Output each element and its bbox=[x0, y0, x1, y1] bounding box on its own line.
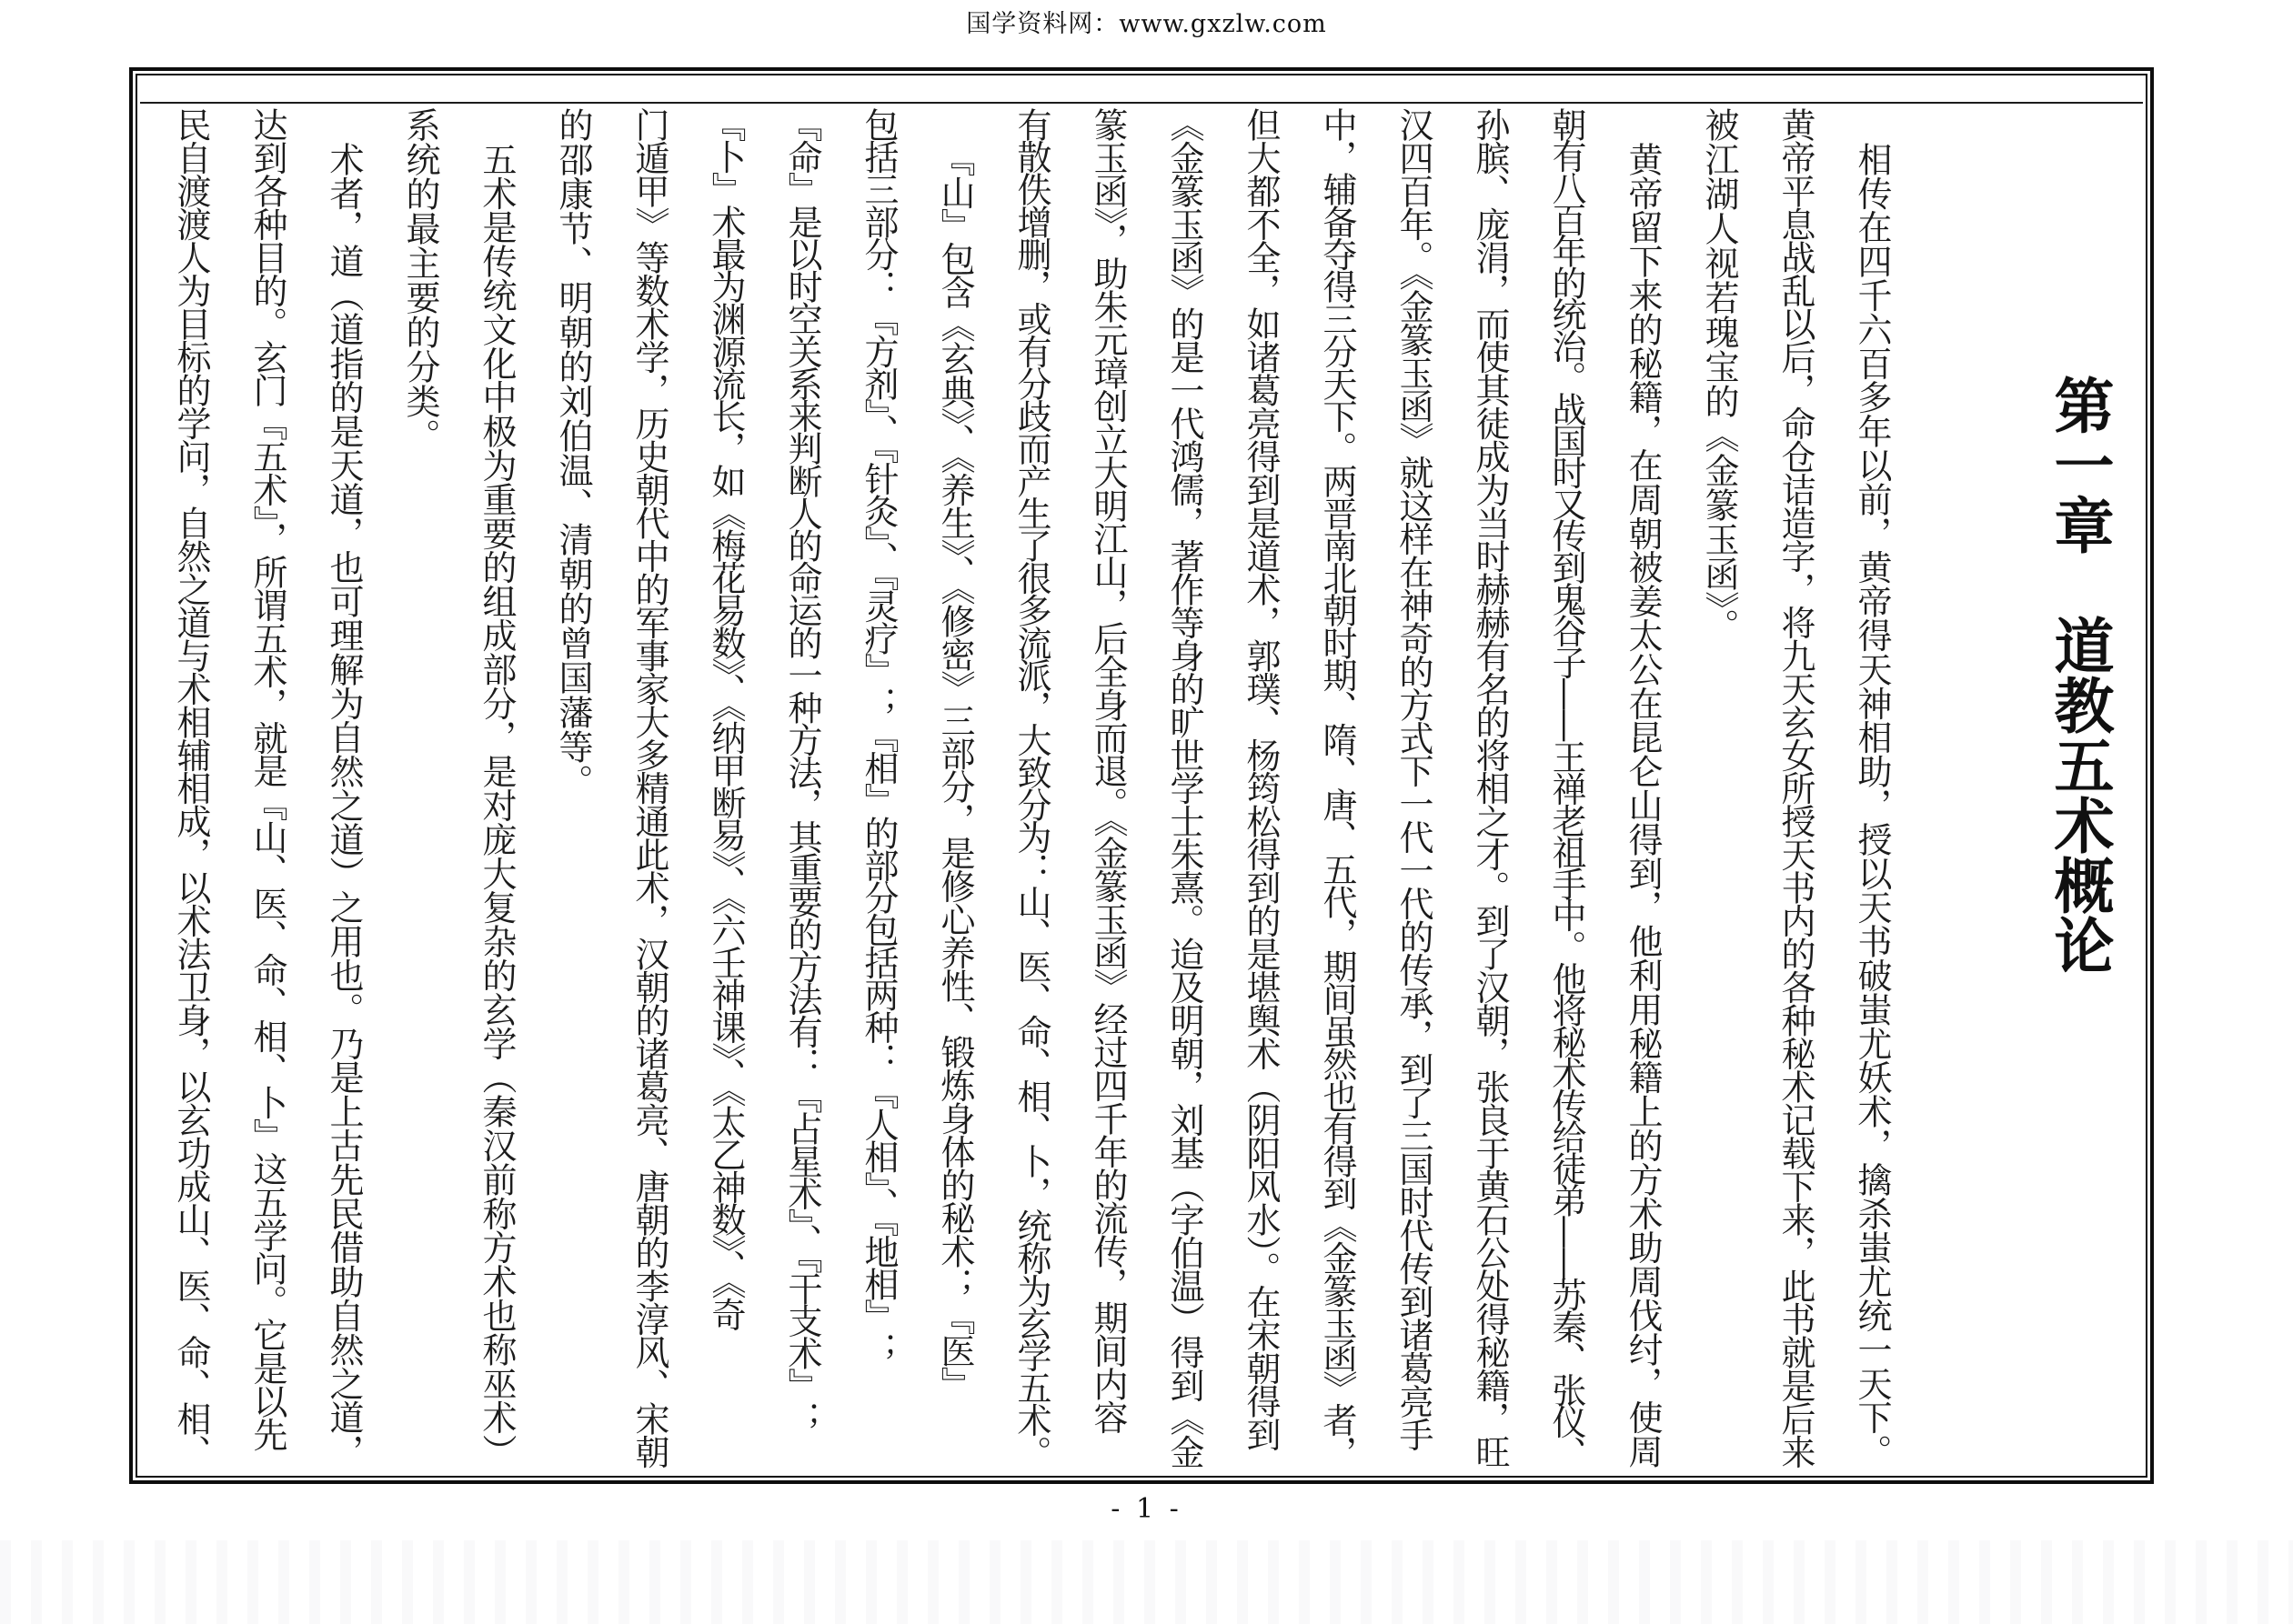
text-column: 『卜』术最为渊源流长，如《梅花易数》、《纳甲断易》、《六壬神课》、《太乙神数》、《奇 bbox=[706, 107, 746, 1330]
text-column: 包括三部分：『方剂』、『针灸』、『灵疗』；『相』的部分包括两种：『人相』、『地相』； bbox=[859, 107, 899, 1365]
text-column: 五术是传统文化中极为重要的组成部分，是对庞大复杂的玄学（秦汉前称方术也称巫术） bbox=[477, 142, 517, 1469]
text-column: 的邵康节、明朝的刘伯温、清朝的曾国藩等。 bbox=[553, 107, 593, 798]
scan-bleed-band bbox=[0, 1540, 2293, 1624]
text-column: 民自渡渡人为目标的学问，自然之道与术相辅相成，以术法卫身，以玄功成山、医、命、相、 bbox=[171, 107, 211, 1469]
chapter-title: 第一章 道教五术概论 bbox=[2044, 375, 2115, 975]
text-column: 达到各种目的。玄门『五术』，所谓五术，就是『山、医、命、相、卜』这五学问。它是以先 bbox=[247, 107, 287, 1451]
text-column: 朝有八百年的统治。战国时又传到鬼谷子——王禅老祖手中。他将秘术传给徒弟——苏秦、张仪、 bbox=[1546, 107, 1586, 1468]
site-watermark: 国学资料网：www.gxzlw.com bbox=[966, 10, 1327, 38]
text-column: 《金篆玉函》的是一代鸿儒，著作等身的旷世学士朱熹。迨及明朝，刘基（字伯温）得到《金 bbox=[1164, 107, 1204, 1469]
text-column: 『命』是以时空关系来判断人的命运的一种方法，其重要的方法有：『占星术』、『干支术』； bbox=[782, 107, 822, 1434]
text-column: 黄帝平息战乱以后，命仓诘造字，将九天玄女所授天书内的各种秘术记载下来，此书就是后来 bbox=[1775, 107, 1815, 1469]
text-column: 相传在四千六百多年以前，黄帝得天神相助，授以天书破蚩尤妖术，擒杀蚩尤统一天下。 bbox=[1852, 142, 1892, 1469]
text-column: 篆玉函》，助朱元璋创立大明江山，后全身而退。《金篆玉函》经过四千年的流传，期间内容 bbox=[1088, 107, 1128, 1434]
page-frame bbox=[129, 67, 2154, 1484]
text-column: 被江湖人视若瑰宝的《金篆玉函》。 bbox=[1699, 107, 1739, 643]
text-column: 术者，道（道指的是天道，也可理解为自然之道）之用也。乃是上古先民借助自然之道， bbox=[324, 142, 364, 1469]
text-column: 『山』包含《玄典》、《养生》、《修密》三部分，是修心养性、锻炼身体的秘术；『医』 bbox=[935, 142, 975, 1400]
text-column: 但大都不全，如诸葛亮得到是道术，郭璞、杨筠松得到的是堪舆术（阴阳风水）。在宋朝得到 bbox=[1241, 107, 1281, 1451]
text-column: 有散佚增删，或有分歧而产生了很多流派，大致分为：山、医、命、相、卜，统称为玄学五术。 bbox=[1011, 107, 1051, 1469]
text-column: 汉四百年。《金篆玉函》就这样在神奇的方式下一代一代的传承，到了三国时代传到诸葛亮手 bbox=[1393, 107, 1433, 1451]
text-column: 中，辅备夺得三分天下。两晋南北朝时期、隋、唐、五代，期间虽然也有得到《金篆玉函》者， bbox=[1317, 107, 1357, 1469]
text-column: 孙膑、庞涓，而使其徒成为当时赫赫有名的将相之才。到了汉朝，张良于黄石公处得秘籍，旺 bbox=[1470, 107, 1510, 1469]
body-text bbox=[153, 107, 1910, 1469]
text-column: 门遁甲》等数术学，历史朝代中的军事家大多精通此术，汉朝的诸葛亮、唐朝的李淳风、宋朝 bbox=[629, 107, 669, 1469]
header-rule bbox=[140, 102, 2143, 104]
text-column: 黄帝留下来的秘籍，在周朝被姜太公在昆仑山得到，他利用秘籍上的方术助周伐纣，使周 bbox=[1623, 142, 1663, 1469]
page-number: - 1 - bbox=[1111, 1493, 1182, 1525]
text-column: 系统的最主要的分类。 bbox=[400, 107, 440, 453]
